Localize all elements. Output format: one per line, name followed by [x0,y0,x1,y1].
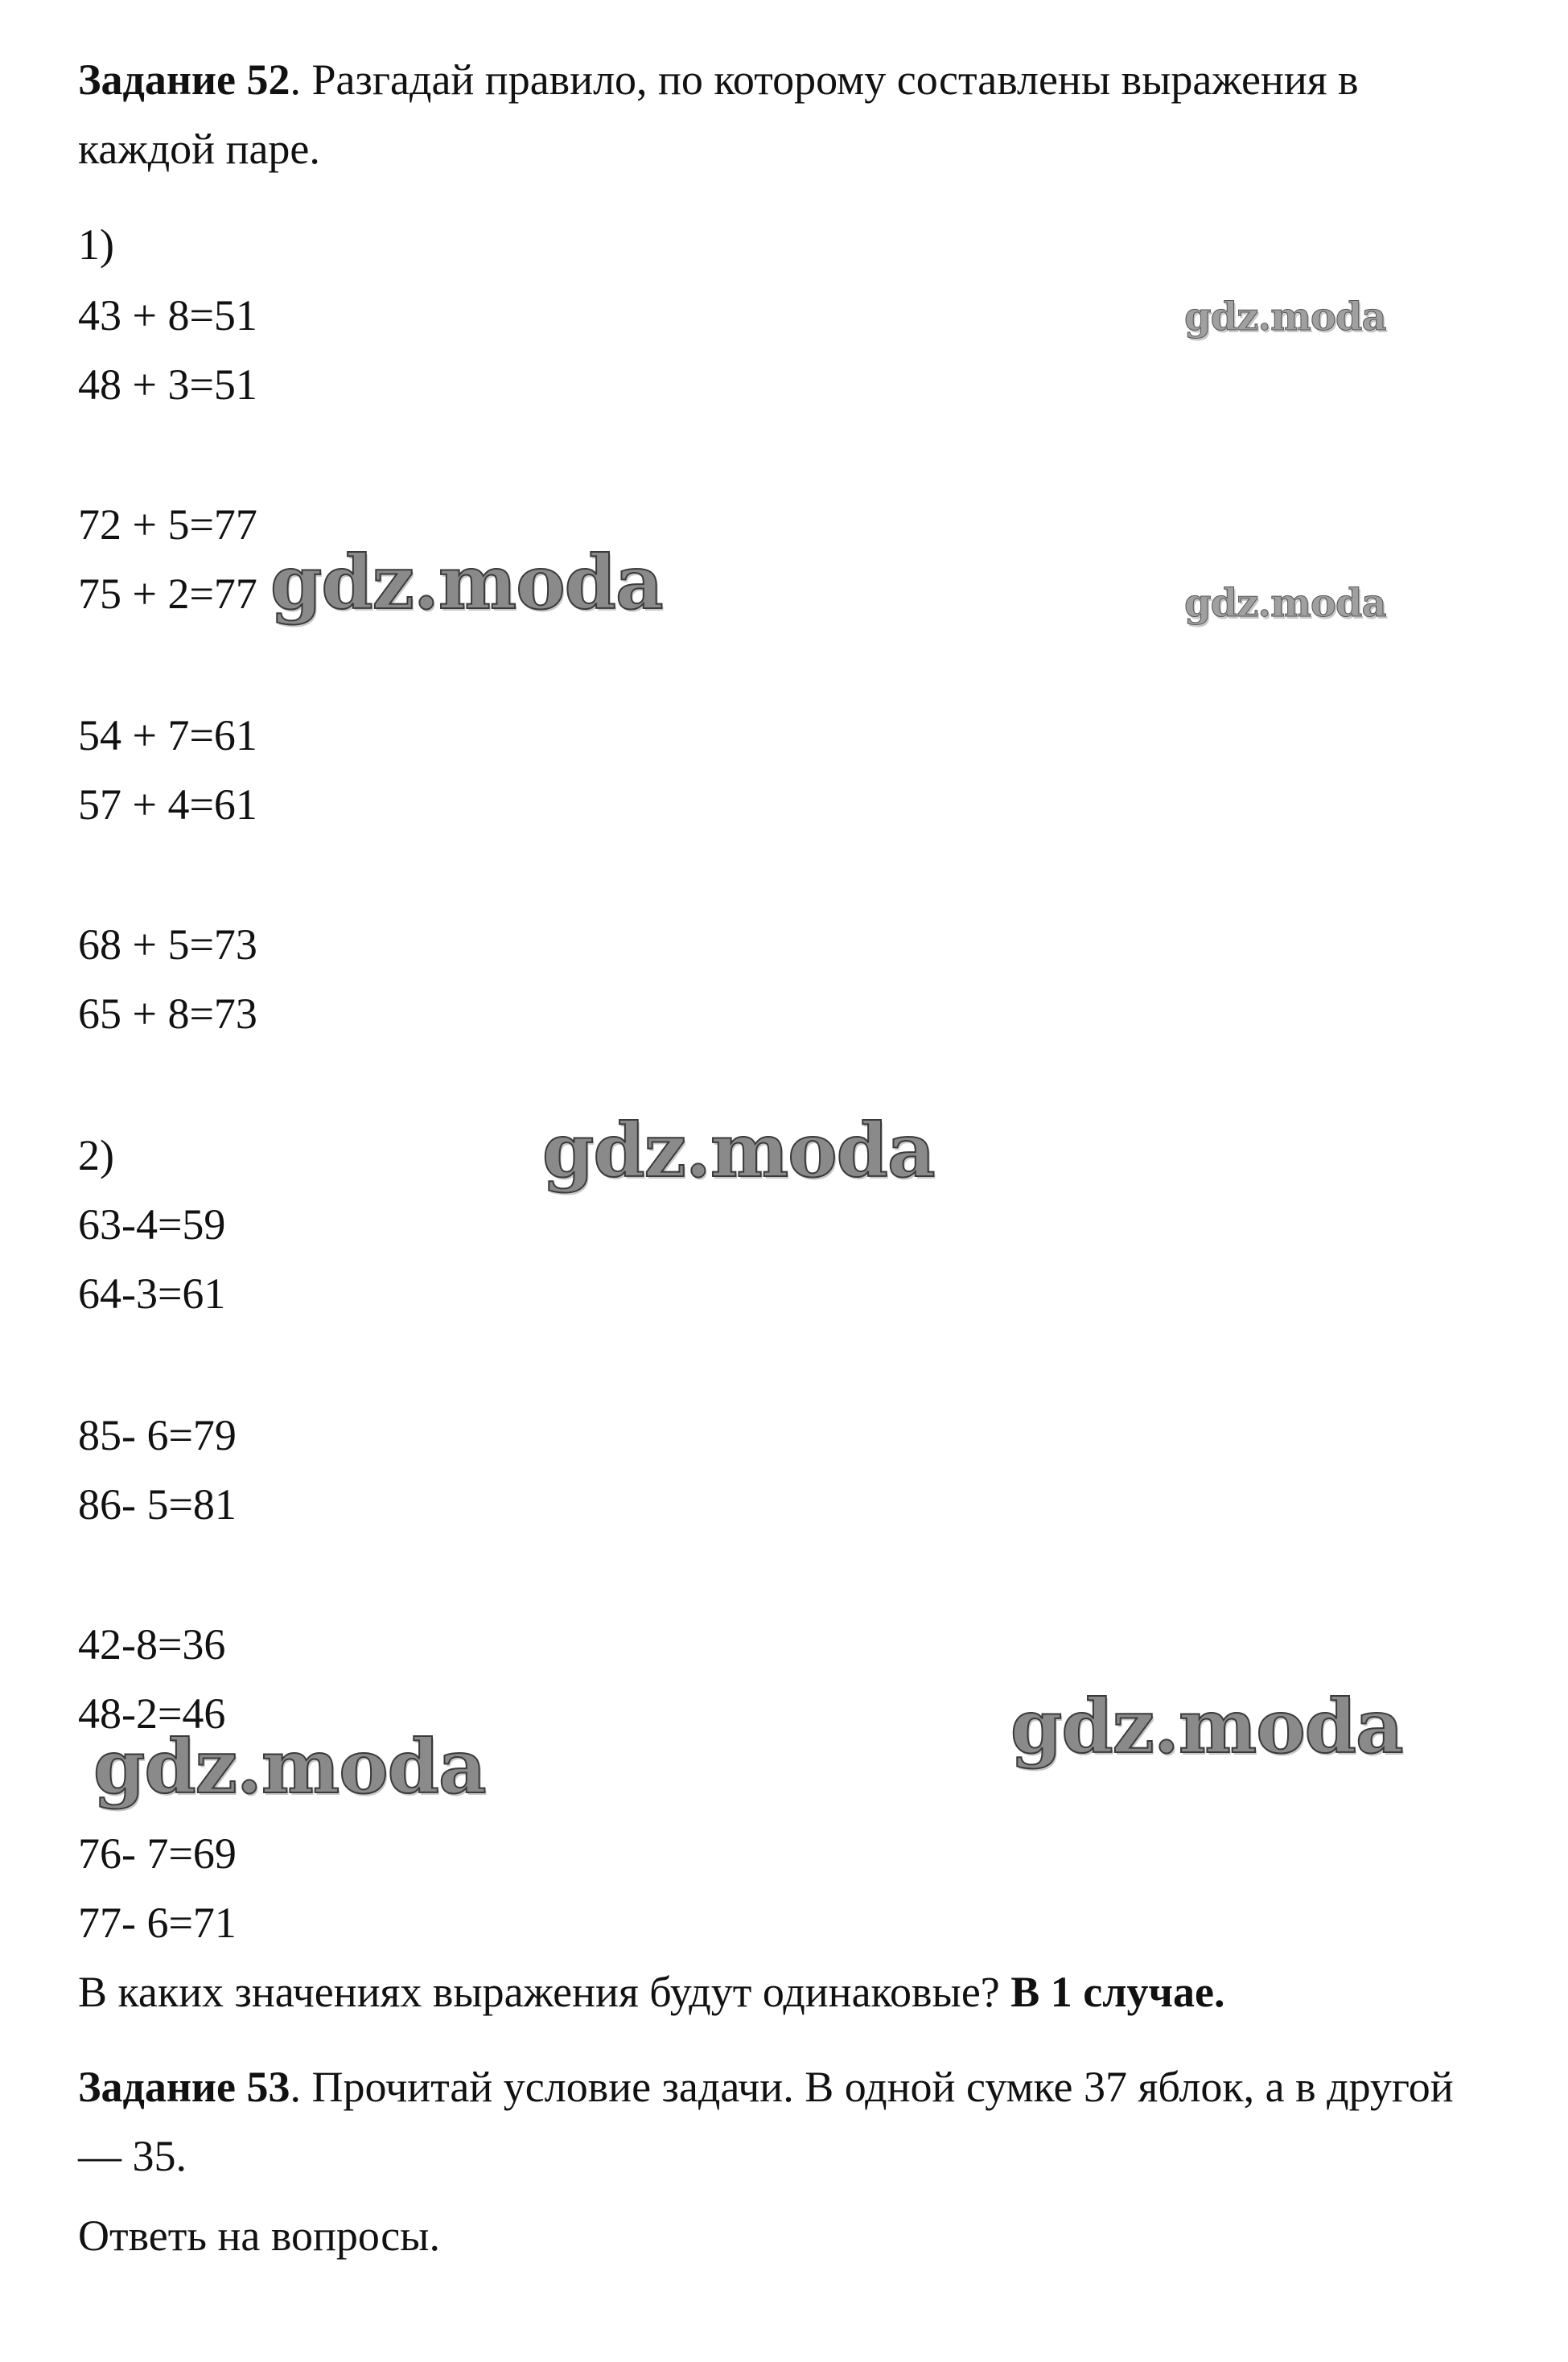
watermark: gdz.moda [1184,581,1386,626]
expression-line: 68 + 5=73 [78,920,257,969]
question-line [78,1966,1224,2018]
task-53-paragraph [78,2052,1494,2191]
task-53-text: . Прочитай условие задачи. В одной сумке 37 яблок, а в другой — 35. [78,2063,1454,2180]
expression-line: 57 + 4=61 [78,780,257,829]
expression-line: 65 + 8=73 [78,990,257,1038]
watermark: gdz.moda [270,539,663,626]
watermark: gdz.moda [1184,294,1386,339]
expression-line: 75 + 2=77 [78,570,257,618]
part-1-label: 1) [78,220,114,269]
part-2-label: 2) [78,1131,114,1179]
question-answer: В 1 случае. [1010,1968,1225,2016]
expression-line: 48-2=46 [78,1689,226,1738]
expression-line: 43 + 8=51 [78,291,257,339]
expression-line: 64-3=61 [78,1269,226,1318]
task-53-instruction: Ответь на вопросы. [78,2212,440,2260]
expression-line: 77- 6=71 [78,1899,237,1947]
expression-line: 86- 5=81 [78,1480,237,1529]
watermark: gdz.moda [1010,1683,1403,1770]
question-text: В каких значениях выражения будут одинаковые? [78,1968,1011,2016]
expression-line: 76- 7=69 [78,1829,237,1878]
task-52-paragraph [78,45,1494,183]
expression-line: 85- 6=79 [78,1411,237,1459]
expression-line: 54 + 7=61 [78,711,257,759]
expression-line: 72 + 5=77 [78,500,257,549]
expression-line: 63-4=59 [78,1200,226,1249]
watermark: gdz.moda [542,1107,935,1194]
task-52-text: . Разгадай правило, по которому составлены выражения в каждой паре. [78,56,1359,173]
expression-line: 48 + 3=51 [78,360,257,409]
expression-line: 42-8=36 [78,1620,226,1669]
watermark: gdz.moda [93,1723,486,1810]
task-53-heading: Задание 53 [78,2063,290,2111]
task-52-heading: Задание 52 [78,56,290,104]
